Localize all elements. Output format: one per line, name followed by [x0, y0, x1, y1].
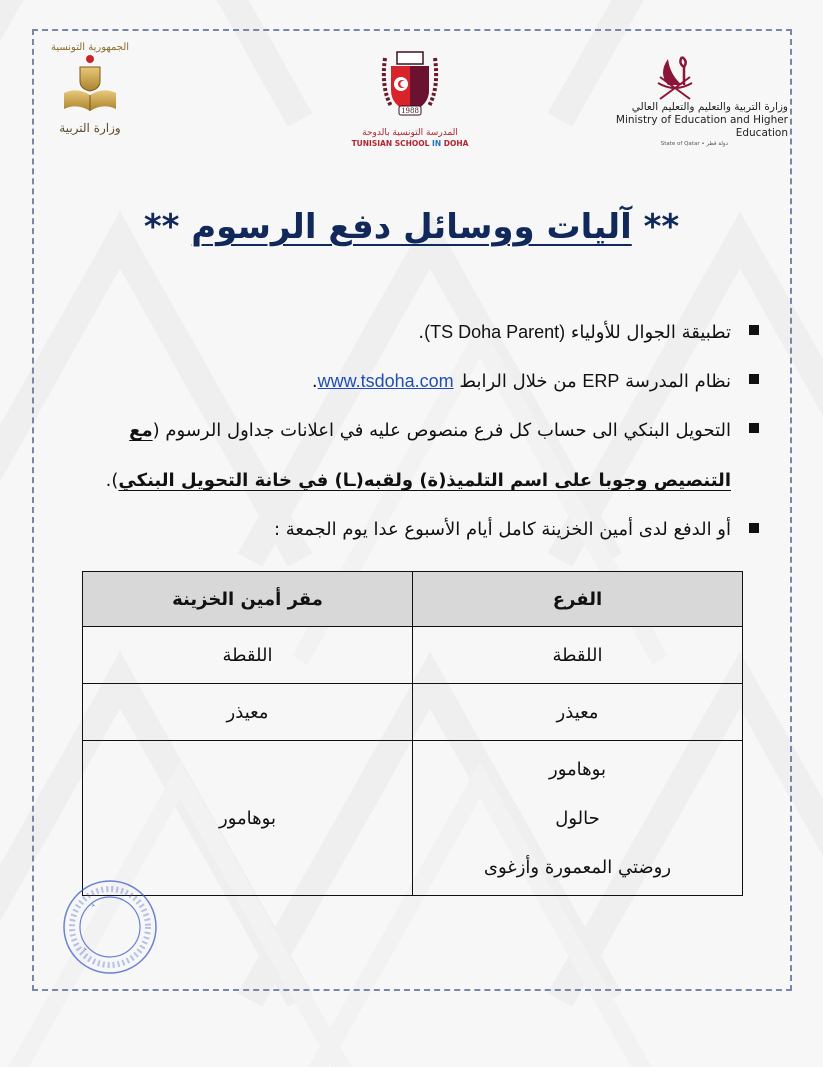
branch-cell: معيذر: [413, 684, 743, 741]
branch-name: حالول: [555, 807, 600, 829]
branches-table: [82, 571, 743, 896]
ministry-name-english: Ministry of Education and Higher Education: [615, 114, 788, 139]
treasurer-cell: بوهامور: [83, 741, 413, 896]
branch-cell: اللقطة: [413, 627, 743, 684]
bullet-text: نظام المدرسة: [619, 371, 731, 392]
table-header-row: [83, 572, 743, 627]
school-name-part: DOHA: [441, 139, 469, 148]
header-treasurer-location: مقر أمين الخزينة: [83, 572, 413, 627]
school-name-english: [340, 139, 480, 148]
bullet-punctuation: ).: [105, 470, 119, 491]
website-link[interactable]: www.tsdoha.com: [317, 371, 454, 391]
table-row: [83, 627, 743, 684]
list-item-erp: [60, 357, 763, 406]
app-name: (TS Doha Parent): [424, 322, 566, 342]
treasurer-cell: معيذر: [83, 684, 413, 741]
svg-text:1988: 1988: [401, 107, 419, 115]
school-name-in: IN: [432, 139, 442, 148]
bullet-punctuation: .: [311, 371, 318, 392]
bank-transfer-note: مع التنصيص وجوبا على اسم التلميذ(ة) ولقبه(ـا) في خانة التحويل البنكي: [118, 420, 731, 491]
list-item-bank-transfer: [60, 406, 763, 506]
title-asterisks: **: [143, 207, 192, 247]
bullet-punctuation: .: [418, 322, 425, 343]
erp-label: ERP: [582, 371, 620, 391]
tunisia-ministry-emblem-icon: [60, 53, 120, 115]
bullet-text: تطبيقة الجوال للأولياء: [565, 322, 731, 343]
school-name-arabic: المدرسة التونسية بالدوحة: [362, 128, 458, 138]
table-row: [83, 684, 743, 741]
header-branch: الفرع: [413, 572, 743, 627]
page-title: [0, 207, 823, 247]
branch-name: روضتي المعمورة وأزغوى: [483, 856, 672, 878]
branch-name: بوهامور: [549, 758, 606, 780]
title-text: آليات ووسائل دفع الرسوم: [191, 207, 632, 247]
school-logo: [340, 48, 480, 153]
bullet-text: من خلال الرابط: [453, 371, 583, 392]
title-asterisks: **: [631, 207, 680, 247]
tunisia-ministry-logo: [40, 42, 140, 152]
list-item-mobile-app: [60, 308, 763, 357]
table-row: [83, 741, 743, 896]
payment-methods-list: [60, 308, 763, 554]
republic-label: الجمهورية التونسية: [50, 42, 130, 53]
state-label: State of Qatar • دولة قطر: [660, 141, 728, 147]
qatar-ministry-logo: [568, 55, 788, 155]
bullet-text: أو الدفع لدى أمين الخزينة كامل أيام الأسبوع عدا يوم الجمعة :: [273, 519, 731, 540]
treasurer-cell: اللقطة: [83, 627, 413, 684]
school-stamp-icon: [60, 877, 160, 977]
branch-cell: [413, 741, 743, 896]
bullet-text: التحويل البنكي الى حساب كل فرع منصوص عليه في اعلانات جداول الرسوم (: [152, 420, 731, 441]
ministry-label: وزارة التربية: [59, 121, 121, 135]
ministry-name-arabic: وزارة التربية والتعليم والتعليم العالي: [631, 101, 788, 113]
school-crest-icon: [377, 48, 443, 124]
school-name-part: TUNISIAN SCHOOL: [351, 139, 433, 148]
qatar-emblem-icon: [650, 55, 700, 101]
list-item-treasurer: [60, 506, 763, 554]
